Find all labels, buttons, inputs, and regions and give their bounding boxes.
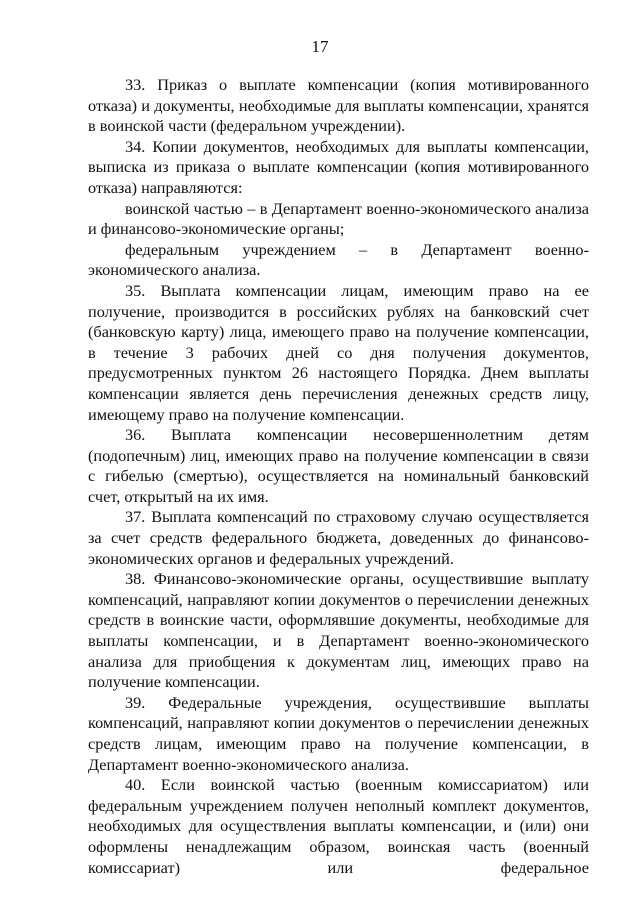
paragraph-40: 40. Если воинской частью (военным комиссариатом) или федеральным учреждением получен неполный комплект документов, необходимых для осуществления выплаты компенсации, и (или) они оформлены ненадлежащим образом, воинская часть (военный комиссариат) или федеральное xyxy=(88,775,589,877)
paragraph-33: 33. Приказ о выплате компенсации (копия мотивированного отказа) и документы, необходимые для выплаты компенсации, хранятся в воинской части (федеральном учреждении). xyxy=(88,75,589,136)
paragraph-34: 34. Копии документов, необходимых для выплаты компенсации, выписка из приказа о выплате компенсации (копия мотивированного отказа) направляются: xyxy=(88,136,589,197)
paragraph-34-military-unit: воинской частью – в Департамент военно-экономического анализа и финансово-экономические органы; xyxy=(88,198,589,239)
paragraph-36: 36. Выплата компенсации несовершеннолетним детям (подопечным) лиц, имеющих право на получение компенсации в связи с гибелью (смертью), осуществляется на номинальный банковский счет, открытый на их имя. xyxy=(88,425,589,506)
paragraph-35: 35. Выплата компенсации лицам, имеющим право на ее получение, производится в российских рублях на банковский счет (банковскую карту) лица, имеющего право на получение компенсации, в течение 3 рабочих дней со дня получения документов, предусмотренных пунктом 26 настоящего Порядка. Днем выплаты компенсации является день перечисления денежных средств лицу, имеющему право на получение компенсации. xyxy=(88,280,589,424)
paragraph-37: 37. Выплата компенсаций по страховому случаю осуществляется за счет средств федерального бюджета, доведенных до финансово-экономических органов и федеральных учреждений. xyxy=(88,507,589,568)
paragraph-34-federal-institution: федеральным учреждением – в Департамент военно-экономического анализа. xyxy=(88,239,589,280)
paragraph-39: 39. Федеральные учреждения, осуществившие выплаты компенсаций, направляют копии документов о перечислении денежных средств лицам, имеющим право на получение компенсации, в Департамент военно-экономического анализа. xyxy=(88,692,589,774)
paragraph-38: 38. Финансово-экономические органы, осуществившие выплату компенсаций, направляют копии документов о перечислении денежных средств в воинские части, оформлявшие документы, необходимые для выплаты компенсации, и в Департамент военно-экономического анализа для приобщения к документам лиц, имеющих право на получение компенсации. xyxy=(88,569,589,692)
page-number: 17 xyxy=(311,37,329,56)
document-body xyxy=(88,75,589,878)
